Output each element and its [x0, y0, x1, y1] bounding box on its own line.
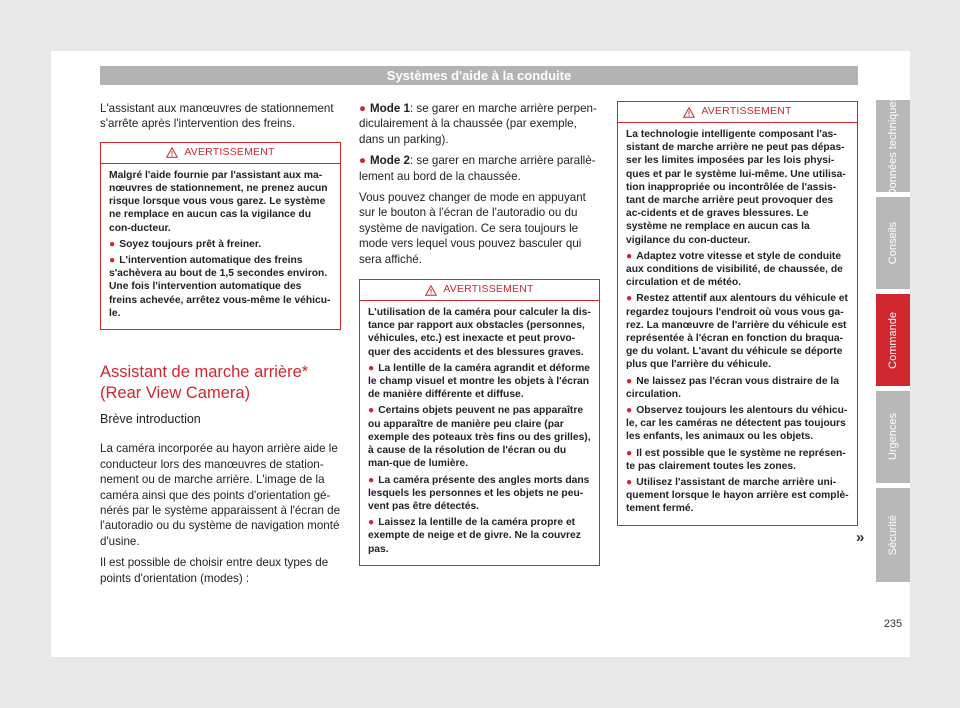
mode-item: ● Mode 1: se garer en marche arrière perpen-diculairement à la chaussée (par exemple, dans un parking). [359, 102, 597, 146]
bullet-icon: ● [359, 154, 367, 168]
continue-icon: » [856, 529, 865, 546]
warning-lead: Malgré l'aide fournie par l'assistant aux ma-nœuvres de stationnement, ne prenez aucun risque lorsque vous vous garez. Le système ne remplace en aucun cas la vigilance du con-ducteur. [109, 169, 328, 234]
warning-item: ● L'intervention automatique des freins s'achèvera au bout de 1,5 secondes environ. Une fois l'intervention automatique des freins achevée, arrêtez vous-même le véhicu-le. [109, 255, 331, 319]
bullet-icon: ● [626, 293, 633, 305]
warning-title: AVERTISSEMENT [443, 283, 534, 296]
mode-item: ● Mode 2: se garer en marche arrière parallè-lement au bord de la chaussée. [359, 154, 596, 183]
modes-paragraph: Il est possible de choisir entre deux types de points d'orientation (modes) : [100, 556, 329, 585]
bullet-icon: ● [626, 250, 633, 262]
tab-securite[interactable]: Sécurité [876, 488, 910, 582]
warning-header [101, 143, 340, 164]
warning-lead: La technologie intelligente composant l'as-sistant de marche arrière ne peut pas dépas-ser les limites imposées par les lois physi-ques et par le système lui-même. Une utilisa-tion inappropriée ou incontrôlée de l'assis-tant de marche arrière peut provoquer des ac-cidents et de graves blessures. Le système ne remplace en aucun cas la vigilance du con-ducteur. [626, 129, 846, 246]
warning-item: ● Laissez la lentille de la caméra propre et exempte de neige et de givre. Ne la couvrez pas. [368, 517, 581, 555]
bullet-icon: ● [626, 405, 633, 417]
warning-header [360, 280, 599, 301]
tab-commande[interactable]: Commande [876, 294, 910, 386]
warning-item: ● Restez attentif aux alentours du véhicule et regardez toujours l'endroit où vous vous ga-rez. La manœuvre de l'arrière du véhicule est représentée à l'écran en fonction du braqua-ge du volant. L'avant du véhicule se déporte plus que l'arrière du véhicule. [626, 293, 848, 371]
subsection-title: Brève introduction [100, 412, 201, 427]
warning-triangle-icon [683, 107, 695, 118]
warning-item: ● La caméra présente des angles morts dans lesquels les personnes et les objets ne peu-vent pas être détectés. [368, 474, 590, 512]
warning-item: ● La lentille de la caméra agrandit et déforme le champ visuel et montre les objets à l'écran de manière différente et diffuse. [368, 362, 590, 401]
bullet-icon: ● [368, 517, 375, 529]
warning-item: ● Certains objets peuvent ne pas apparaître ou apparaître de manière peu claire (par exemple des poteaux très fins ou des grilles), à cause de la résolution de l'écran ou du man-que de lumière. [368, 405, 591, 470]
column-1 [100, 101, 341, 592]
warning-triangle-icon [166, 147, 178, 158]
warning-triangle-icon [425, 285, 437, 296]
bullet-icon: ● [626, 447, 633, 459]
camera-paragraph: La caméra incorporée au hayon arrière aide le conducteur lors des manœuvres de station-nement ou de marche arrière. L'image de la caméra ainsi que des points d'orientation gé-nérés par le système apparaissent à l'écran de l'autoradio ou du système de navigation monté d'usine. [100, 442, 341, 548]
warning-lead: L'utilisation de la caméra pour calculer la dis-tance par rapport aux obstacles (personnes, véhicules, etc.) est inexacte et peut provo-quer des accidents et des blessures graves. [368, 307, 591, 358]
page-header: Systèmes d'aide à la conduite [100, 66, 858, 85]
warning-title: AVERTISSEMENT [701, 105, 792, 118]
warning-item: ● Il est possible que le système ne représen-te pas clairement toutes les zones. [626, 447, 846, 472]
warning-header [618, 102, 857, 123]
warning-item: ● Utilisez l'assistant de marche arrière uni-quement lorsque le hayon arrière est complè-tement fermé. [626, 477, 849, 515]
warning-box-3 [617, 101, 858, 526]
bullet-icon: ● [359, 102, 367, 115]
warning-box-1 [100, 142, 341, 330]
intro-paragraph: L'assistant aux manœuvres de stationnement s'arrête après l'intervention des freins. [100, 102, 334, 131]
warning-item: ● Observez toujours les alentours du véhicu-le, car les caméras ne détectent pas toujours les enfants, les animaux ou les objets. [626, 405, 848, 443]
tab-donnees-techniques[interactable]: Données techniques [876, 100, 910, 192]
warning-item: ● Adaptez votre vitesse et style de conduite aux conditions de visibilité, de chaussée, de circulation et de météo. [626, 250, 843, 289]
tab-conseils[interactable]: Conseils [876, 197, 910, 289]
page-number: 235 [883, 618, 903, 630]
mode-switch-paragraph: Vous pouvez changer de mode en appuyant sur le bouton à l'écran de l'autoradio ou du système de navigation. Ce sera toujours le mode vers lequel vous pouvez basculer qui sera affiché. [359, 191, 586, 266]
tab-urgences[interactable]: Urgences [876, 391, 910, 483]
section-title: Assistant de marche arrière* (Rear View Camera) [100, 363, 309, 403]
warning-title: AVERTISSEMENT [184, 146, 275, 159]
bullet-icon: ● [626, 477, 633, 489]
bullet-icon: ● [368, 405, 375, 417]
bullet-icon: ● [368, 474, 375, 486]
bullet-icon: ● [368, 362, 375, 374]
column-3 [617, 101, 858, 526]
warning-item: ● Soyez toujours prêt à freiner. [109, 238, 262, 250]
bullet-icon: ● [109, 255, 116, 267]
warning-box-2 [359, 279, 600, 566]
warning-item: ● Ne laissez pas l'écran vous distraire de la circulation. [626, 375, 839, 400]
column-2 [359, 101, 600, 566]
bullet-icon: ● [626, 375, 633, 387]
bullet-icon: ● [109, 238, 116, 250]
